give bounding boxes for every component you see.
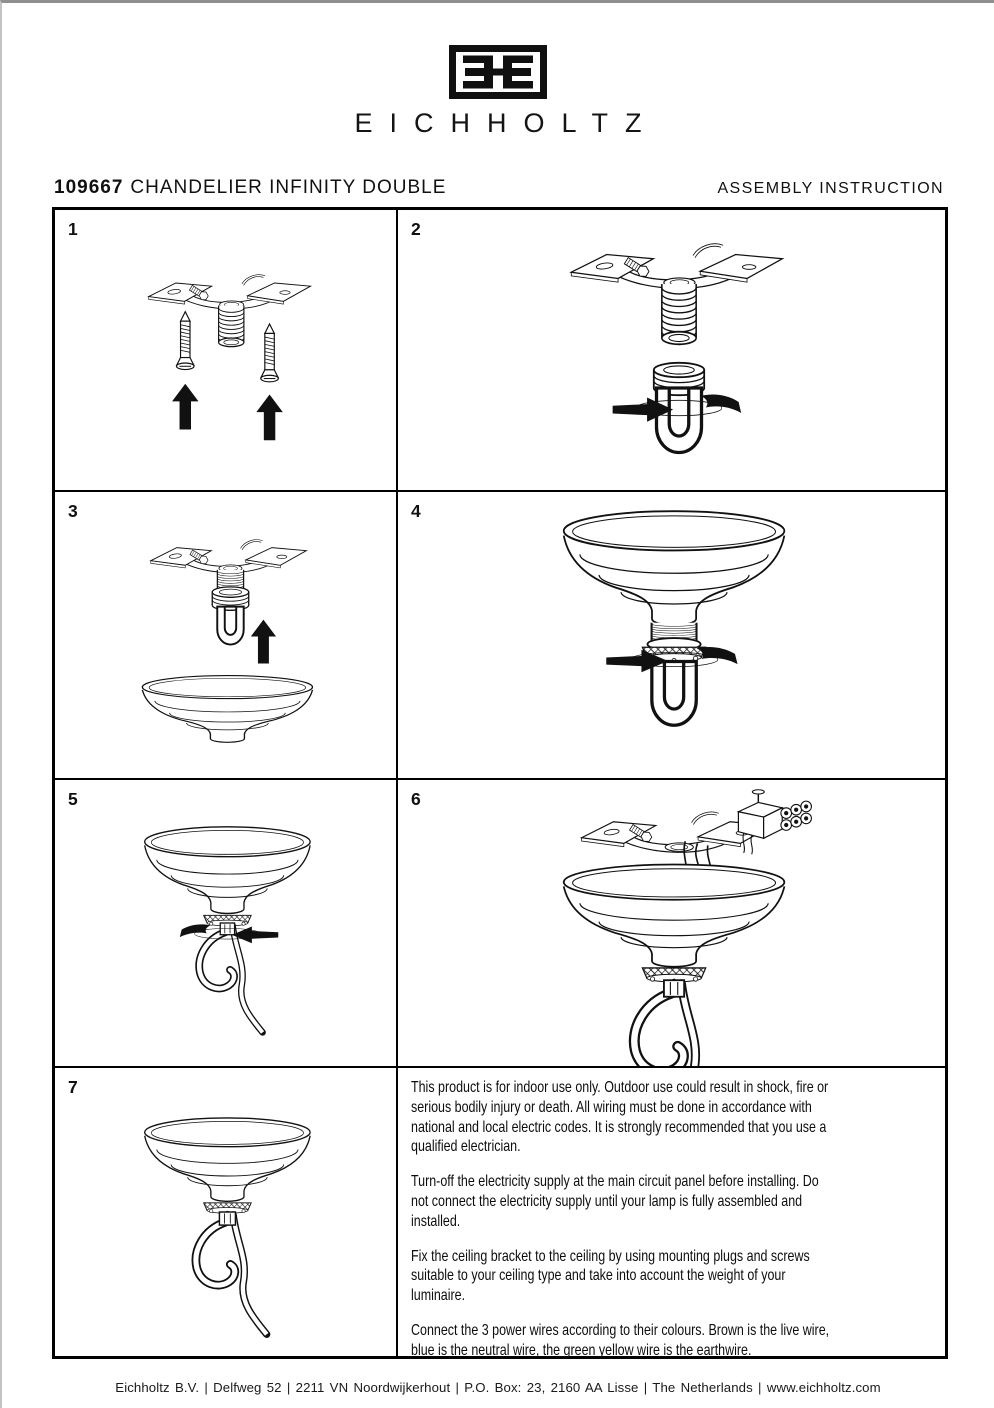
product-name: CHANDELIER INFINITY DOUBLE [130, 177, 447, 198]
title-bar [54, 177, 944, 199]
step-7-illustration [55, 1068, 396, 1356]
step-number: 7 [68, 1077, 78, 1097]
step-number: 6 [411, 789, 421, 809]
document-title: ASSEMBLY INSTRUCTION [717, 180, 944, 197]
step-5-illustration [55, 780, 396, 1066]
ceiling-canopy [564, 865, 785, 967]
ceiling-canopy [564, 511, 785, 625]
step-number: 5 [68, 789, 78, 809]
product-title [54, 177, 446, 199]
up-arrow-icon [251, 620, 276, 664]
ceiling-canopy [142, 676, 312, 743]
ceiling-canopy [145, 827, 311, 914]
warning-text [411, 1078, 838, 1361]
step-number: 4 [411, 501, 421, 521]
warning-paragraph: Fix the ceiling bracket to the ceiling by using mounting plugs and screws suitable to your ceiling type and take into account the weight of your luminaire. [411, 1247, 810, 1305]
footer-address: Eichholtz B.V. | Delfweg 52 | 2211 VN Noordwijkerhout | P.O. Box: 23, 2160 AA Lisse | The Netherlands | www.eichholtz.com [115, 1380, 881, 1395]
ceiling-bracket [151, 540, 307, 573]
step-2-illustration [398, 210, 945, 490]
hanging-loop [217, 607, 243, 645]
hanging-loop [657, 388, 702, 453]
step-1-illustration [55, 210, 396, 490]
ceiling-bracket [571, 244, 782, 289]
step-cell-4 [398, 492, 945, 780]
hanging-loop [652, 662, 696, 726]
mounting-screw [261, 324, 278, 382]
step-3-illustration [55, 492, 396, 778]
step-cell-7 [55, 1068, 398, 1356]
ceiling-bracket [149, 275, 311, 309]
warning-text-cell [398, 1068, 945, 1359]
terminal-block [738, 790, 811, 855]
step-number: 1 [68, 219, 78, 239]
product-code: 109667 [54, 177, 124, 198]
up-arrow-icon [172, 384, 198, 430]
mounting-screw [177, 312, 194, 370]
step-cell-6 [398, 780, 945, 1068]
step-cell-2 [398, 210, 945, 492]
step-number: 2 [411, 219, 421, 239]
threaded-pipe [219, 306, 244, 347]
warning-paragraph: Connect the 3 power wires according to their colours. Brown is the live wire, blue is the neutral wire, the green yellow wire is the earthwire. [411, 1321, 830, 1359]
step-number: 3 [68, 501, 78, 521]
warning-paragraph: Turn-off the electricity supply at the main circuit panel before installing. Do not connect the electricity supply until your lamp is fully assembled and installed. [411, 1173, 819, 1230]
step-cell-5 [55, 780, 398, 1068]
step-4-illustration [398, 492, 945, 778]
hook-and-cable [634, 980, 723, 1066]
threaded-pipe [662, 284, 696, 344]
eichholtz-logo-icon [449, 45, 547, 99]
warning-paragraph: This product is for indoor use only. Outdoor use could result in shock, fire or serious bodily injury or death. All wiring must be done in accordance with national and local electric codes. It is strongly recommended that you use a qualified electrician. [411, 1079, 829, 1156]
steps-grid [52, 207, 948, 1359]
brand-name: EICHHOLTZ [354, 108, 659, 138]
hook-and-cable [199, 923, 262, 1032]
ceiling-canopy [145, 1118, 311, 1201]
hook-and-cable [196, 1212, 267, 1334]
step-cell-1 [55, 210, 398, 492]
step-cell-3 [55, 492, 398, 780]
brand-header [2, 45, 994, 139]
step-6-illustration [398, 780, 945, 1066]
up-arrow-icon [256, 394, 282, 440]
rotate-arrows-icon [613, 395, 742, 422]
